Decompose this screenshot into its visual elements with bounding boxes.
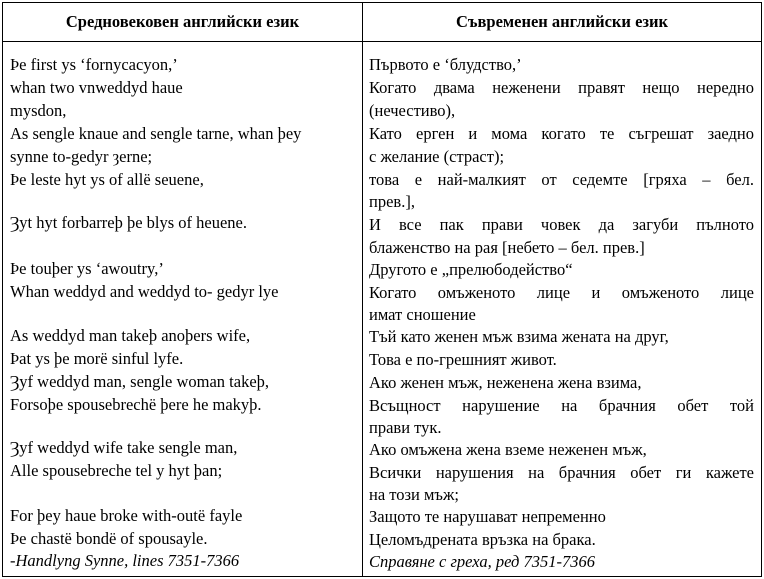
translation-line: Ако омъжена жена вземе неженен мъж, [369, 440, 647, 459]
poem-line: Ȝyf weddyd man, sengle woman takeþ, [10, 372, 270, 391]
translation-line: И все пак прави човек да загуби пълното [369, 215, 754, 234]
translation-line: имат сношение [369, 305, 476, 324]
poem-line: Þe first ys ‘fornycacyon,’ [10, 55, 178, 74]
middle-english-column [3, 3, 362, 576]
poem-line: mysdon, [10, 101, 67, 120]
translation-line: Като ерген и мома когато те съгрешат заедно [369, 124, 754, 143]
poem-line: Alle spousebreche tel y hyt þan; [10, 461, 223, 480]
translation-line: Всички нарушения на брачния обет ги кажете [369, 463, 754, 482]
translation-line: блаженство на рая [небето – бел. прев.] [369, 238, 645, 257]
header-middle-english: Средновековен английски език [65, 12, 300, 31]
poem-line: Whan weddyd and weddyd to- gedyr lye [10, 282, 279, 301]
translation-line: Целомъдрената връзка на брака. [369, 530, 596, 549]
poem-line: Þe leste hyt ys of allë seuene, [10, 170, 204, 189]
translation-line: Когато омъженото лице и омъженото лице [369, 283, 754, 302]
translation-line: (нечестиво), [369, 101, 456, 120]
poem-line: whan two vnweddyd haue [10, 78, 183, 97]
translation-line: Защото те нарушават непременно [369, 507, 606, 526]
translation-line: прев.], [369, 192, 415, 211]
poem-line: Forsoþe spousebrechë þere he makyþ. [10, 395, 262, 414]
translation-line: Всъщност нарушение на брачния обет той [369, 396, 754, 415]
poem-line: synne to-gedyr ȝerne; [10, 147, 153, 166]
modern-english-column [363, 3, 761, 576]
poem-line: As sengle knaue and sengle tarne, whan þey [10, 124, 302, 143]
translation-table [2, 2, 762, 577]
translation-line: Другото е „прелюбодейство“ [369, 260, 573, 279]
poem-line: Ȝyf weddyd wife take sengle man, [10, 438, 238, 457]
translation-line: това е най-малкият от седемте [гряха – бел. [369, 170, 754, 189]
poem-line: As weddyd man takeþ anoþers wife, [10, 326, 251, 345]
translation-line: с желание (страст); [369, 147, 505, 166]
translation-line: Когато двама неженени правят нещо нередно [369, 78, 754, 97]
poem-line: Þe touþer ys ‘awoutry,’ [10, 259, 164, 278]
poem-line: For þey haue broke with-outë fayle [10, 506, 243, 525]
translation-line: Първото е ‘блудство,’ [369, 55, 522, 74]
source-citation: -Handlyng Synne, lines 7351-7366 [10, 551, 240, 570]
poem-line: Þat ys þe morë sinful lyfe. [10, 349, 184, 368]
poem-line: Ȝyt hyt forbarreþ þe blys of heuene. [10, 213, 248, 232]
poem-line: Þe chastë bondë of spousayle. [10, 529, 208, 548]
translation-line: Тъй като женен мъж взима жената на друг, [369, 327, 669, 346]
translation-line: на този мъж; [369, 485, 459, 504]
translation-line: Ако женен мъж, неженена жена взима, [369, 373, 642, 392]
source-citation-translation: Справяне с греха, ред 7351-7366 [369, 552, 595, 571]
header-modern-english: Съвременен английски език [455, 12, 669, 31]
translation-line: прави тук. [369, 418, 442, 437]
translation-line: Това е по-грешният живот. [369, 350, 557, 369]
